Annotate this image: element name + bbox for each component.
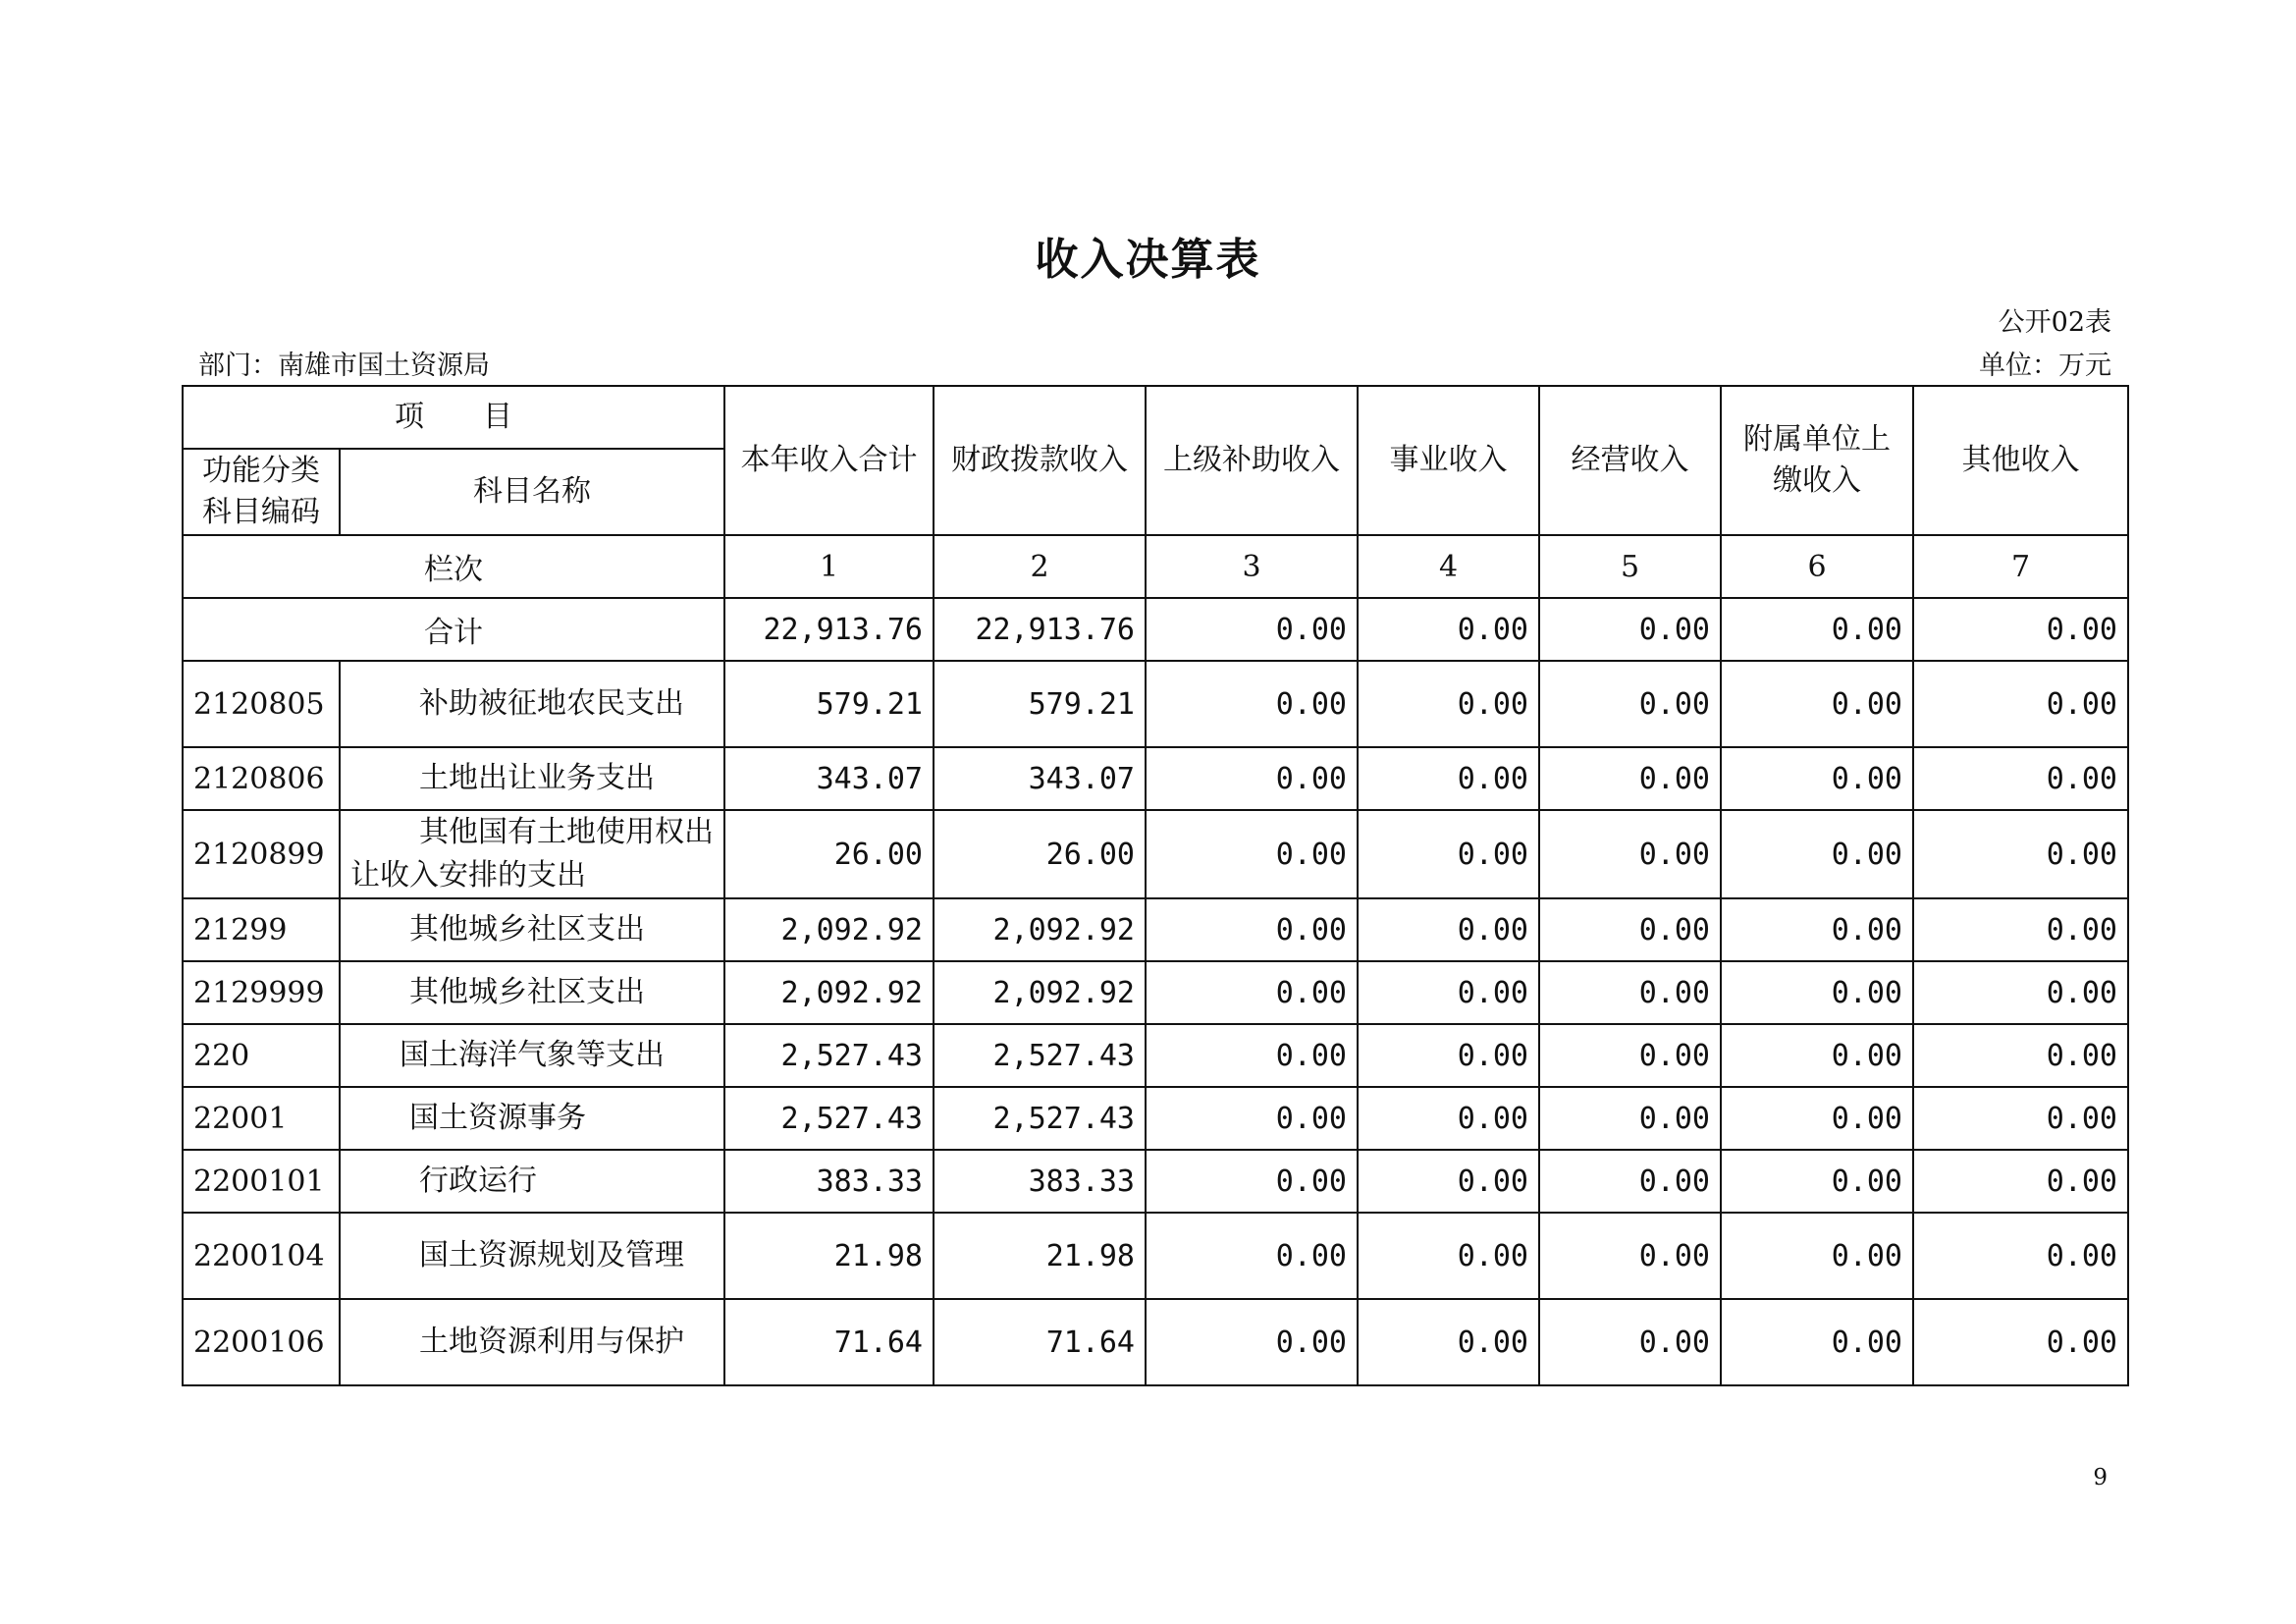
header-col-2: 财政拨款收入 xyxy=(934,386,1146,535)
table-row xyxy=(183,1299,2128,1385)
value-cell: 21.98 xyxy=(724,1213,934,1299)
total-cell: 0.00 xyxy=(1146,598,1358,661)
value-cell: 2,092.92 xyxy=(724,961,934,1024)
value-cell: 0.00 xyxy=(1146,961,1358,1024)
value-cell: 0.00 xyxy=(1913,810,2128,898)
unit-label: 单位：万元 xyxy=(1979,351,2111,381)
table-row xyxy=(183,898,2128,961)
value-cell: 0.00 xyxy=(1358,1213,1539,1299)
function-code-cell: 21299 xyxy=(183,898,340,961)
row-index-label: 栏次 xyxy=(183,535,724,598)
value-cell: 71.64 xyxy=(724,1299,934,1385)
value-cell: 0.00 xyxy=(1721,1024,1913,1087)
value-cell: 2,527.43 xyxy=(724,1024,934,1087)
table-row xyxy=(183,1087,2128,1150)
value-cell: 0.00 xyxy=(1146,661,1358,747)
function-code-cell: 22001 xyxy=(183,1087,340,1150)
value-cell: 71.64 xyxy=(934,1299,1146,1385)
total-cell: 0.00 xyxy=(1913,598,2128,661)
col-index: 7 xyxy=(1913,535,2128,598)
col-index: 5 xyxy=(1539,535,1721,598)
value-cell: 0.00 xyxy=(1913,1087,2128,1150)
col-index: 4 xyxy=(1358,535,1539,598)
value-cell: 21.98 xyxy=(934,1213,1146,1299)
value-cell: 0.00 xyxy=(1539,747,1721,810)
value-cell: 0.00 xyxy=(1358,810,1539,898)
table-row xyxy=(183,1213,2128,1299)
value-cell: 2,527.43 xyxy=(724,1087,934,1150)
value-cell: 0.00 xyxy=(1146,1087,1358,1150)
subject-name-cell: 国土海洋气象等支出 xyxy=(340,1024,724,1087)
subject-name-cell: 国土资源事务 xyxy=(340,1087,724,1150)
total-cell: 0.00 xyxy=(1539,598,1721,661)
subject-name-cell: 其他国有土地使用权出让收入安排的支出 xyxy=(340,810,724,898)
value-cell: 0.00 xyxy=(1539,661,1721,747)
value-cell: 0.00 xyxy=(1721,1150,1913,1213)
value-cell: 0.00 xyxy=(1721,898,1913,961)
function-code-cell: 2200101 xyxy=(183,1150,340,1213)
page-number: 9 xyxy=(2093,1465,2108,1490)
header-col-3: 上级补助收入 xyxy=(1146,386,1358,535)
value-cell: 2,527.43 xyxy=(934,1024,1146,1087)
total-cell: 0.00 xyxy=(1358,598,1539,661)
value-cell: 0.00 xyxy=(1539,1213,1721,1299)
value-cell: 0.00 xyxy=(1358,898,1539,961)
value-cell: 0.00 xyxy=(1913,1299,2128,1385)
value-cell: 0.00 xyxy=(1358,1299,1539,1385)
value-cell: 343.07 xyxy=(934,747,1146,810)
table-row xyxy=(183,961,2128,1024)
subject-name-cell: 其他城乡社区支出 xyxy=(340,898,724,961)
col-index: 3 xyxy=(1146,535,1358,598)
value-cell: 0.00 xyxy=(1721,1299,1913,1385)
value-cell: 0.00 xyxy=(1146,1150,1358,1213)
value-cell: 579.21 xyxy=(724,661,934,747)
value-cell: 0.00 xyxy=(1721,661,1913,747)
header-col-7: 其他收入 xyxy=(1913,386,2128,535)
function-code-cell: 2120899 xyxy=(183,810,340,898)
value-cell: 0.00 xyxy=(1358,1024,1539,1087)
table-row xyxy=(183,1024,2128,1087)
value-cell: 0.00 xyxy=(1721,961,1913,1024)
value-cell: 2,092.92 xyxy=(934,961,1146,1024)
value-cell: 0.00 xyxy=(1146,1213,1358,1299)
value-cell: 383.33 xyxy=(724,1150,934,1213)
header-col-4: 事业收入 xyxy=(1358,386,1539,535)
header-col-6: 附属单位上缴收入 xyxy=(1721,386,1913,535)
table-row xyxy=(183,810,2128,898)
function-code-cell: 2200106 xyxy=(183,1299,340,1385)
header-item: 项 目 xyxy=(183,386,724,449)
total-cell: 22,913.76 xyxy=(724,598,934,661)
subject-name-cell: 行政运行 xyxy=(340,1150,724,1213)
header-subject-name: 科目名称 xyxy=(340,449,724,535)
form-number: 公开02表 xyxy=(1998,307,2111,338)
value-cell: 0.00 xyxy=(1539,1087,1721,1150)
value-cell: 0.00 xyxy=(1358,1087,1539,1150)
total-cell: 22,913.76 xyxy=(934,598,1146,661)
value-cell: 0.00 xyxy=(1539,1024,1721,1087)
value-cell: 26.00 xyxy=(934,810,1146,898)
function-code-cell: 2200104 xyxy=(183,1213,340,1299)
value-cell: 0.00 xyxy=(1913,961,2128,1024)
value-cell: 0.00 xyxy=(1721,747,1913,810)
value-cell: 0.00 xyxy=(1358,747,1539,810)
department-label: 部门： xyxy=(198,351,278,381)
value-cell: 0.00 xyxy=(1146,747,1358,810)
value-cell: 0.00 xyxy=(1913,1150,2128,1213)
subject-name-cell: 土地出让业务支出 xyxy=(340,747,724,810)
function-code-cell: 2120805 xyxy=(183,661,340,747)
value-cell: 0.00 xyxy=(1358,1150,1539,1213)
value-cell: 383.33 xyxy=(934,1150,1146,1213)
table-row xyxy=(183,1150,2128,1213)
value-cell: 0.00 xyxy=(1146,1299,1358,1385)
value-cell: 2,092.92 xyxy=(724,898,934,961)
value-cell: 0.00 xyxy=(1146,898,1358,961)
value-cell: 2,527.43 xyxy=(934,1087,1146,1150)
value-cell: 0.00 xyxy=(1913,1213,2128,1299)
value-cell: 0.00 xyxy=(1539,1299,1721,1385)
value-cell: 0.00 xyxy=(1913,747,2128,810)
total-cell: 0.00 xyxy=(1721,598,1913,661)
function-code-cell: 2120806 xyxy=(183,747,340,810)
value-cell: 26.00 xyxy=(724,810,934,898)
department-line xyxy=(198,344,490,382)
total-label: 合计 xyxy=(183,598,724,661)
value-cell: 0.00 xyxy=(1721,1087,1913,1150)
income-final-accounts-table xyxy=(182,385,2129,1386)
header-func-code: 功能分类科目编码 xyxy=(183,449,340,535)
subject-name-cell: 其他城乡社区支出 xyxy=(340,961,724,1024)
subject-name-cell: 国土资源规划及管理 xyxy=(340,1213,724,1299)
value-cell: 0.00 xyxy=(1146,810,1358,898)
value-cell: 0.00 xyxy=(1539,1150,1721,1213)
value-cell: 0.00 xyxy=(1913,898,2128,961)
table-row xyxy=(183,747,2128,810)
table-row xyxy=(183,661,2128,747)
header-col-5: 经营收入 xyxy=(1539,386,1721,535)
function-code-cell: 2129999 xyxy=(183,961,340,1024)
value-cell: 343.07 xyxy=(724,747,934,810)
value-cell: 0.00 xyxy=(1913,1024,2128,1087)
value-cell: 0.00 xyxy=(1913,661,2128,747)
page-title: 收入决算表 xyxy=(1035,235,1261,285)
value-cell: 0.00 xyxy=(1358,661,1539,747)
value-cell: 0.00 xyxy=(1539,898,1721,961)
header-col-1: 本年收入合计 xyxy=(724,386,934,535)
value-cell: 0.00 xyxy=(1721,1213,1913,1299)
col-index: 1 xyxy=(724,535,934,598)
function-code-cell: 220 xyxy=(183,1024,340,1087)
value-cell: 0.00 xyxy=(1539,810,1721,898)
value-cell: 0.00 xyxy=(1358,961,1539,1024)
subject-name-cell: 补助被征地农民支出 xyxy=(340,661,724,747)
col-index: 6 xyxy=(1721,535,1913,598)
value-cell: 0.00 xyxy=(1146,1024,1358,1087)
value-cell: 0.00 xyxy=(1721,810,1913,898)
subject-name-cell: 土地资源利用与保护 xyxy=(340,1299,724,1385)
value-cell: 579.21 xyxy=(934,661,1146,747)
value-cell: 2,092.92 xyxy=(934,898,1146,961)
value-cell: 0.00 xyxy=(1539,961,1721,1024)
department-name: 南雄市国土资源局 xyxy=(278,351,490,381)
col-index: 2 xyxy=(934,535,1146,598)
